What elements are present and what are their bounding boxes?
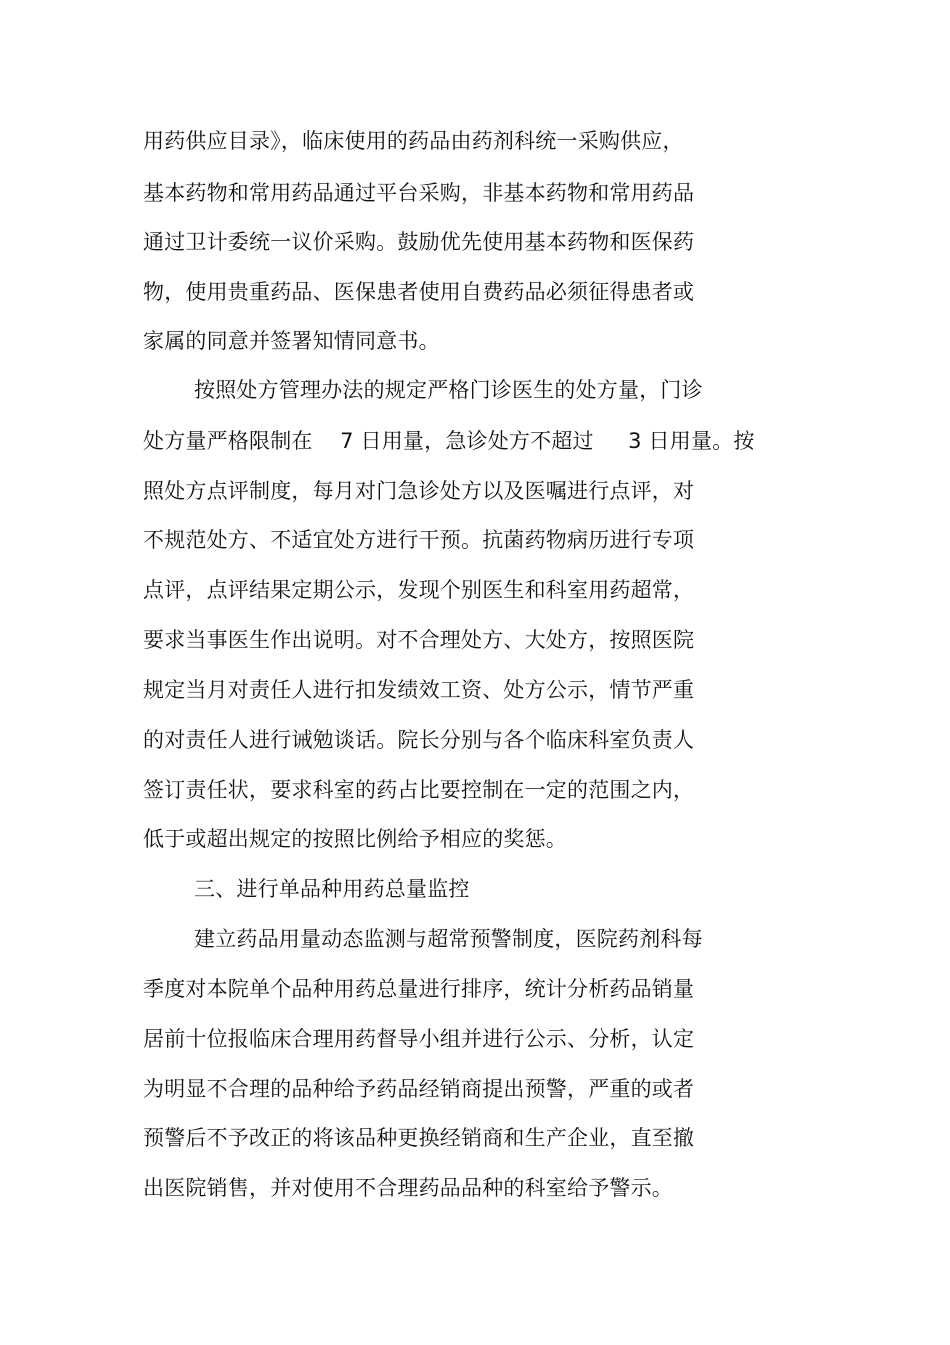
text-line: 预警后不予改正的将该品种更换经销商和生产企业，直至撤: [143, 1126, 695, 1150]
text-line: 用药供应目录》，临床使用的药品由药剂科统一采购供应，: [143, 129, 684, 153]
text-line: 处方量严格限制在 7 日用量，急诊处方不超过 3 日用量。按: [143, 429, 755, 453]
text-line: 的对责任人进行诫勉谈话。院长分别与各个临床科室负责人: [143, 728, 695, 752]
text-line: 出医院销售，并对使用不合理药品品种的科室给予警示。: [143, 1176, 673, 1200]
text-line: 家属的同意并签署知情同意书。: [143, 329, 440, 353]
text-line: 低于或超出规定的按照比例给予相应的奖惩。: [143, 827, 567, 851]
text-line: 为明显不合理的品种给予药品经销商提出预警，严重的或者: [143, 1077, 695, 1101]
text-line: 居前十位报临床合理用药督导小组并进行公示、分析，认定: [143, 1027, 695, 1051]
paragraph-start-line: 建立药品用量动态监测与超常预警制度，医院药剂科每: [194, 927, 703, 951]
text-line: 不规范处方、不适宜处方进行干预。抗菌药物病历进行专项: [143, 528, 695, 552]
text-line: 物，使用贵重药品、医保患者使用自费药品必须征得患者或: [143, 280, 695, 304]
text-line: 要求当事医生作出说明。对不合理处方、大处方，按照医院: [143, 628, 695, 652]
text-line: 基本药物和常用药品通过平台采购，非基本药物和常用药品: [143, 181, 695, 205]
section-heading: 三、进行单品种用药总量监控: [194, 877, 470, 901]
text-line: 签订责任状，要求科室的药占比要控制在一定的范围之内，: [143, 778, 695, 802]
text-line: 通过卫计委统一议价采购。鼓励优先使用基本药物和医保药: [143, 230, 695, 254]
text-line: 规定当月对责任人进行扣发绩效工资、处方公示，情节严重: [143, 678, 695, 702]
text-line: 照处方点评制度，每月对门急诊处方以及医嘱进行点评，对: [143, 479, 695, 503]
text-line: 季度对本院单个品种用药总量进行排序，统计分析药品销量: [143, 977, 695, 1001]
paragraph-start-line: 按照处方管理办法的规定严格门诊医生的处方量，门诊: [194, 378, 703, 402]
text-line: 点评，点评结果定期公示，发现个别医生和科室用药超常，: [143, 578, 695, 602]
